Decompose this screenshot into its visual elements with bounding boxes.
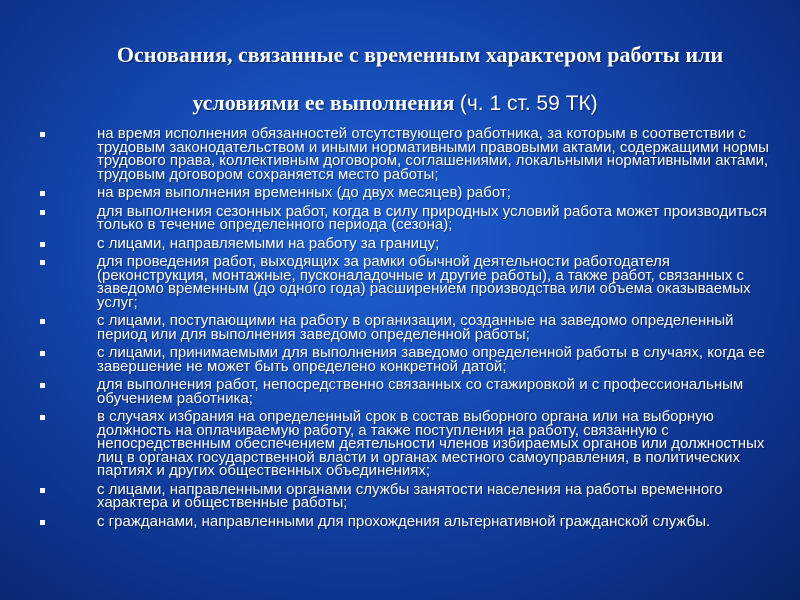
bullet-item [40, 127, 770, 181]
bullet-text: для выполнения работ, непосредственно связанных со стажировкой и с профессиональным обучением работника; [97, 376, 744, 407]
bullet-text: в случаях избрания на определенный срок в состав выборного органа или на выборную должность на оплачиваемую работу, а также поступления на работу, связанную с непосредственным обеспечением деятельности членов избираемых органов или должностных лиц в органах государственной власти и органах местного самоуправления, в политических партиях и других общественных объединениях; [97, 408, 765, 479]
slide-title [40, 40, 780, 119]
bullet-marker [40, 210, 45, 215]
bullet-marker [40, 132, 45, 137]
bullet-marker [40, 520, 45, 525]
bullet-text: с лицами, направляемыми на работу за границу; [97, 234, 440, 252]
bullet-text: с лицами, принимаемыми для выполнения заведомо определенной работы в случаях, когда ее завершение не может быть определено конкретной датой; [97, 344, 766, 375]
bullet-marker [40, 351, 45, 356]
bullet-text: для проведения работ, выходящих за рамки обычной деятельности работодателя (реконструкция, монтажные, пусконаладочные и другие работы), а также работ, связанных с заведомо временным (до одного года) расширением производства или объема оказываемых услуг; [97, 253, 751, 311]
bullet-marker [40, 260, 45, 265]
bullet-item [40, 378, 770, 405]
bullet-list [40, 127, 770, 533]
bullet-text: с лицами, направленными органами службы занятости населения на работы временного характера и общественные работы; [97, 480, 723, 511]
bullet-marker [40, 488, 45, 493]
bullet-marker [40, 415, 45, 420]
bullet-item [40, 255, 770, 309]
bullet-text: с гражданами, направленными для прохождения альтернативной гражданской службы. [97, 512, 711, 530]
bullet-item [40, 346, 770, 373]
bullet-text: на время выполнения временных (до двух месяцев) работ; [97, 184, 511, 201]
slide-title-line-2 [40, 88, 750, 119]
bullet-marker [40, 191, 45, 196]
bullet-item [40, 480, 770, 511]
slide-title-line-1: Основания, связанные с временным характером работы или [116, 42, 724, 67]
bullet-item [40, 410, 770, 478]
slide-title-line-2-text: условиями ее выполнения [192, 90, 460, 115]
bullet-marker [40, 383, 45, 388]
bullet-text: с лицами, поступающими на работу в организации, созданные на заведомо определенный период или для выполнения заведомо определенной работы; [97, 312, 734, 343]
bullet-item [40, 234, 770, 252]
bullet-item [40, 512, 770, 530]
bullet-text: на время исполнения обязанностей отсутствующего работника, за которым в соответствии с трудовым законодательством и иными нормативными правовыми актами, содержащими нормы трудового права, коллективным договором, соглашениями, локальными нормативными актами, трудовым договором сохраняется место работы; [97, 125, 769, 183]
bullet-item [40, 202, 770, 233]
bullet-text: для выполнения сезонных работ, когда в силу природных условий работа может производиться только в течение определенного периода (сезона); [97, 202, 767, 233]
slide-title-reference: (ч. 1 ст. 59 ТК) [459, 92, 598, 115]
bullet-marker [40, 319, 45, 324]
bullet-item [40, 186, 770, 200]
bullet-item [40, 314, 770, 341]
bullet-marker [40, 242, 45, 247]
